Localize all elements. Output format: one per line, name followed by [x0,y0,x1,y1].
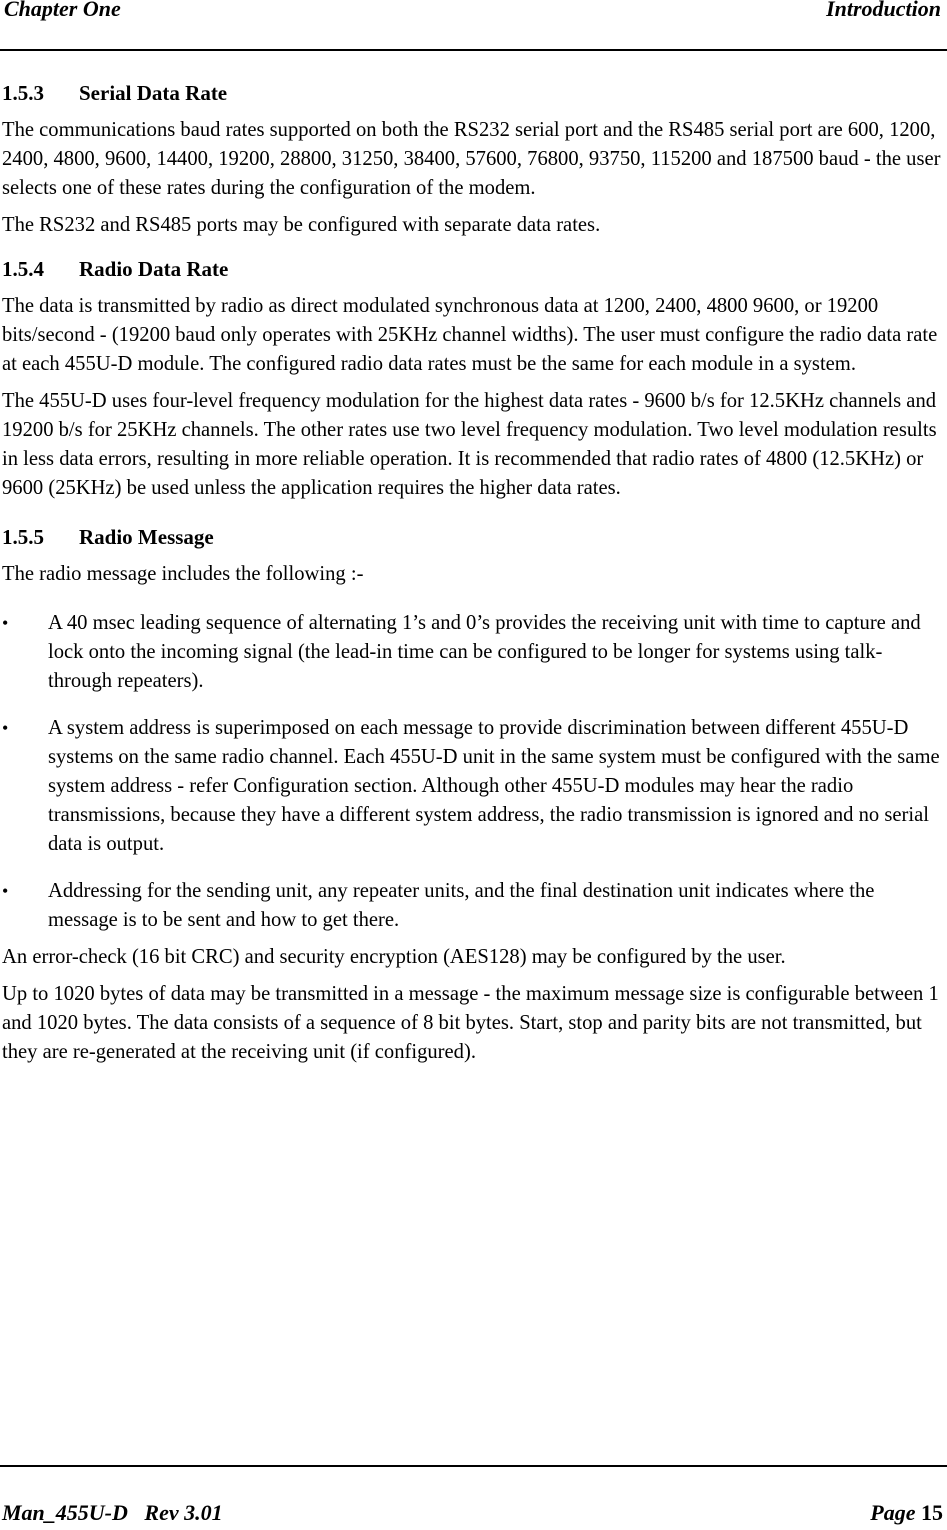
page-number: 15 [921,1500,943,1525]
list-item-text: A system address is superimposed on each message to provide discrimination between different 455U-D systems on the same radio channel. Each 455U-D unit in the same system must be configured with the same system address - refer Configuration section. Although other 455U-D modules may hear the radio transmissions, because they have a different system address, the radio transmission is ignored and no serial data is output. [48,717,940,855]
list-item-text: A 40 msec leading sequence of alternating 1’s and 0’s provides the receiving unit with time to capture and lock onto the incoming signal (the lead-in time can be configured to be longer for systems using talk-through repeaters). [48,612,921,692]
list-item [2,714,944,859]
paragraph: Up to 1020 bytes of data may be transmitted in a message - the maximum message size is configurable between 1 and 1020 bytes. The data consists of a sequence of 8 bit bytes. Start, stop and parity bits are not transmitted, but they are re-generated at the receiving unit (if configured). [2,983,939,1063]
bullet-icon: • [2,718,9,738]
list-item [2,877,944,935]
section-heading [2,523,944,552]
list-item-text: Addressing for the sending unit, any repeater units, and the final destination unit indicates where the message is to be sent and how to get there. [48,880,875,931]
section-1-5-4 [2,255,944,503]
section-label: Introduction [826,0,941,21]
document-id: Man_455U-D Rev 3.01 [2,1500,223,1525]
paragraph: The 455U-D uses four-level frequency modulation for the highest data rates - 9600 b/s for 12.5KHz channels and 19200 b/s for 25KHz channels. The other rates use two level frequency modulation. Two level modulation results in less data errors, resulting in more reliable operation. It is recommended that radio rates of 4800 (12.5KHz) or 9600 (25KHz) be used unless the application requires the higher data rates. [2,390,937,499]
paragraph: The data is transmitted by radio as direct modulated synchronous data at 1200, 2400, 4800 9600, or 19200 bits/second - (19200 baud only operates with 25KHz channel widths). The user must configure the radio data rate at each 455U-D module. The configured radio data rates must be the same for each module in a system. [2,295,938,375]
section-number: 1.5.4 [2,257,44,281]
chapter-label: Chapter One [4,0,121,21]
section-title: Radio Message [79,525,214,549]
bullet-list [2,609,944,935]
paragraph: The communications baud rates supported on both the RS232 serial port and the RS485 serial port are 600, 1200, 2400, 4800, 9600, 14400, 19200, 28800, 31250, 38400, 57600, 76800, 93750, 115200 and 187500 baud - the user selects one of these rates during the configuration of the modem. [2,119,941,199]
section-number: 1.5.3 [2,81,44,105]
page-label: Page [870,1500,916,1525]
list-item [2,609,944,696]
bullet-icon: • [2,881,9,901]
bullet-icon: • [2,613,9,633]
section-title: Radio Data Rate [79,257,229,281]
page-body [2,79,944,1075]
section-1-5-3 [2,79,944,240]
page-header [0,0,947,26]
section-title: Serial Data Rate [79,81,228,105]
page-indicator [870,1500,943,1526]
paragraph: The RS232 and RS485 ports may be configured with separate data rates. [2,214,601,236]
section-1-5-5 [2,523,944,1067]
section-number: 1.5.5 [2,525,44,549]
section-heading [2,79,944,108]
footer-rule [0,1465,947,1467]
paragraph: An error-check (16 bit CRC) and security encryption (AES128) may be configured by the user. [2,946,786,968]
header-rule [0,49,947,51]
paragraph: The radio message includes the following :- [2,563,364,585]
section-heading [2,255,944,284]
